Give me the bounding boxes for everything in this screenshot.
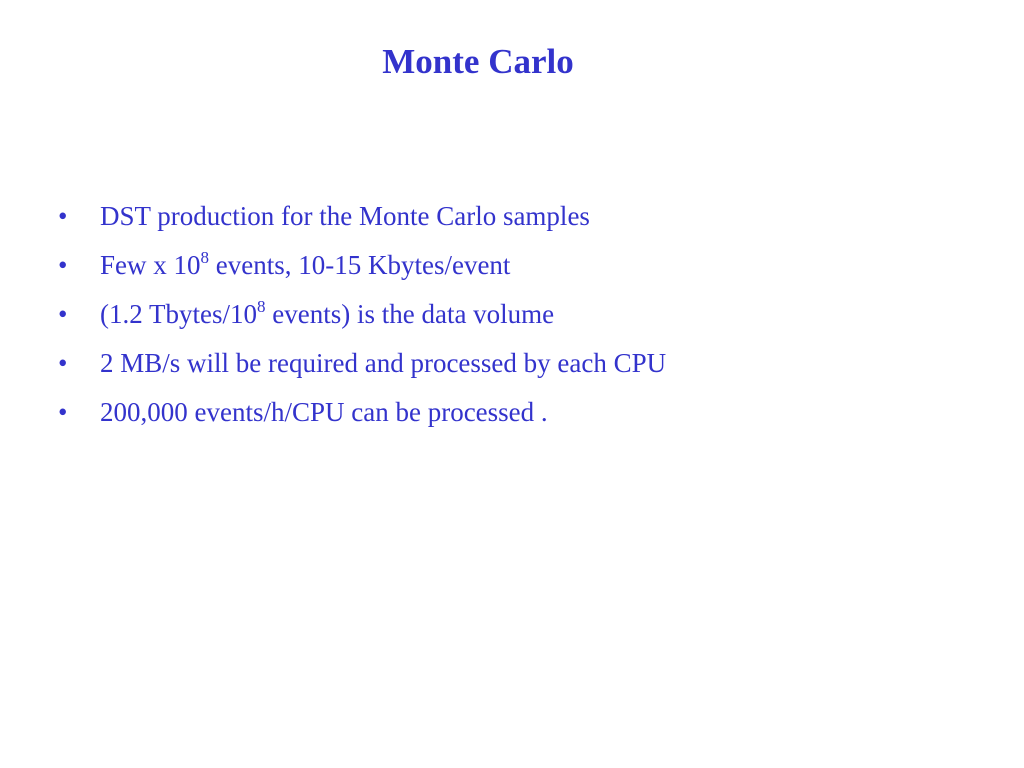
bullet-text-after: events, 10-15 Kbytes/event	[209, 250, 511, 280]
bullet-icon: •	[58, 201, 68, 231]
bullet-text-after: events) is the data volume	[265, 299, 555, 329]
bullet-icon: •	[58, 250, 68, 280]
bullet-text: DST production for the Monte Carlo samples	[100, 201, 590, 231]
bullet-text-before: (1.2 Tbytes/10	[100, 299, 257, 329]
bullet-icon: •	[58, 348, 68, 378]
bullet-text	[100, 243, 510, 287]
exponent: 8	[200, 248, 209, 267]
bullet-icon: •	[58, 397, 68, 427]
bullet-text	[100, 292, 554, 336]
bullet-text: 200,000 events/h/CPU can be processed .	[100, 397, 548, 427]
exponent: 8	[257, 297, 266, 316]
bullet-icon: •	[58, 299, 68, 329]
bullet-text: 2 MB/s will be required and processed by each CPU	[100, 348, 667, 378]
slide-title: Monte Carlo	[382, 42, 574, 81]
bullet-text-before: Few x 10	[100, 250, 201, 280]
